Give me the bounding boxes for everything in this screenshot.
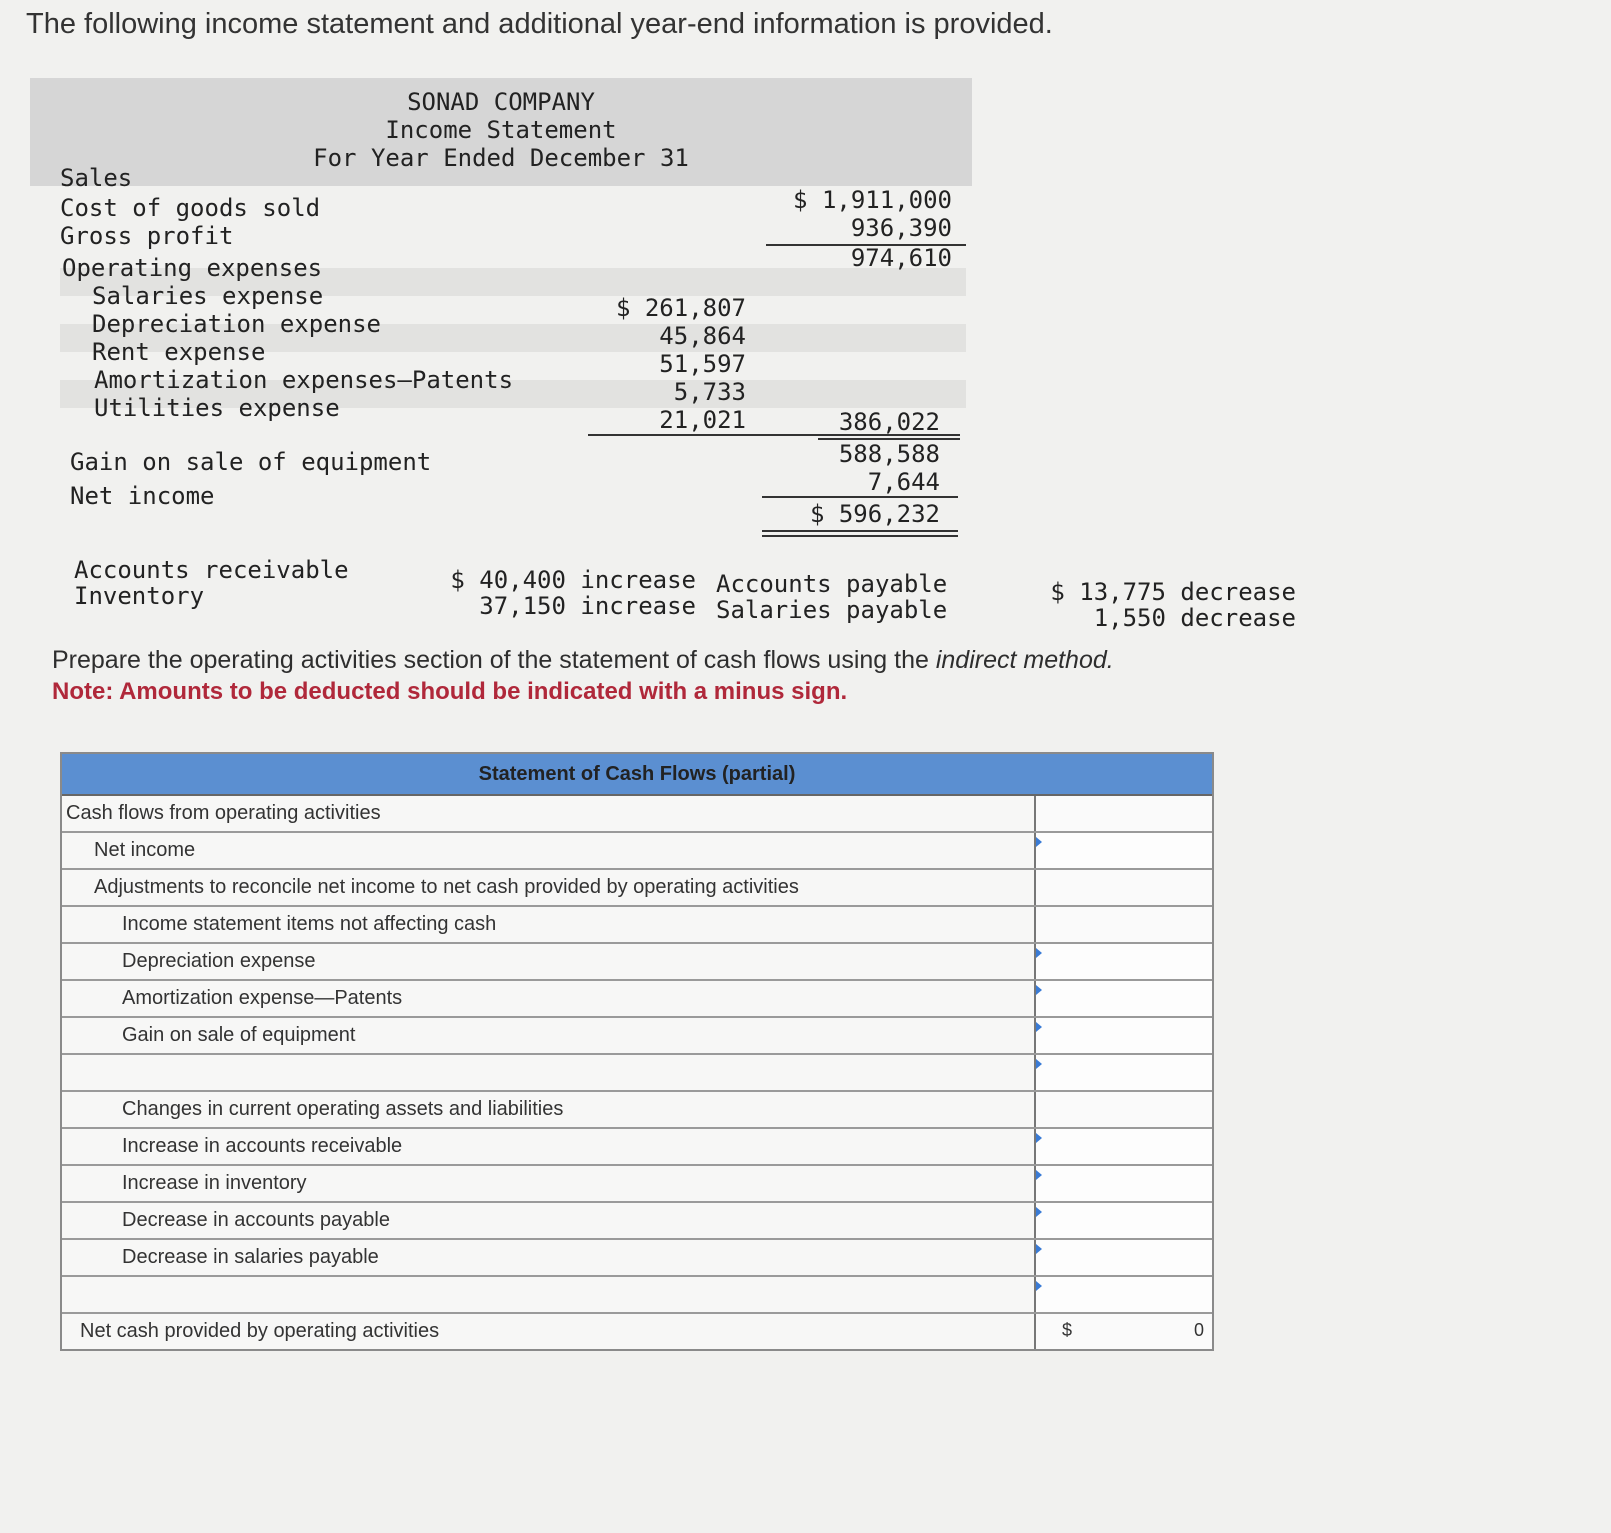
row-label[interactable]: Gain on sale of equipment	[122, 1024, 356, 1046]
salaries-payable-value: 1,550 decrease	[1093, 604, 1296, 632]
net-income-value: $ 596,232	[809, 500, 940, 528]
instruction-text	[52, 646, 1114, 675]
cash-flow-row	[62, 981, 1212, 1018]
expense-label: Salaries expense	[92, 282, 324, 310]
row-label: Cash flows from operating activities	[66, 802, 381, 824]
row-label[interactable]: Amortization expense—Patents	[122, 987, 403, 1009]
instruction-method: indirect method.	[935, 646, 1114, 674]
cash-flow-row	[62, 1166, 1212, 1203]
total-row	[62, 1314, 1212, 1349]
note-text: Note: Amounts to be deducted should be indicated with a minus sign.	[52, 678, 848, 705]
row-label[interactable]: Depreciation expense	[122, 950, 316, 972]
expense-label: Rent expense	[92, 338, 266, 366]
total-opex-value: 386,022	[838, 408, 940, 436]
instruction-prefix: Prepare the operating activities section of the statement of cash flows using the	[52, 646, 936, 674]
intro-text: The following income statement and additional year-end information is provided.	[26, 8, 1053, 40]
ar-label: Accounts receivable	[74, 556, 349, 584]
gross-profit-value: 974,610	[850, 244, 952, 272]
gross-profit-label: Gross profit	[60, 222, 234, 250]
ap-value: $ 13,775 decrease	[1050, 578, 1296, 606]
row-label[interactable]: Decrease in salaries payable	[122, 1246, 379, 1268]
expense-value: 45,864	[659, 322, 746, 350]
cash-flow-rows	[62, 796, 1212, 1314]
expense-label: Depreciation expense	[92, 310, 381, 338]
expense-label: Utilities expense	[94, 394, 340, 422]
total-cell	[1034, 1314, 1212, 1349]
cash-flow-row	[62, 1277, 1212, 1314]
amount-input[interactable]	[1034, 944, 1212, 979]
cash-flow-table	[60, 752, 1214, 1351]
amount-input[interactable]	[1034, 1166, 1212, 1201]
amount-input	[1034, 1092, 1212, 1127]
sales-value: $ 1,911,000	[793, 186, 952, 214]
row-label[interactable]: Net income	[94, 839, 196, 861]
double-rule	[762, 535, 958, 537]
amount-input	[1034, 796, 1212, 831]
ar-value: $ 40,400 increase	[450, 566, 696, 594]
rule	[762, 496, 958, 498]
cash-flow-row	[62, 796, 1212, 833]
cash-flow-row	[62, 1129, 1212, 1166]
total-value: 0	[1193, 1320, 1204, 1340]
amount-input[interactable]	[1034, 1018, 1212, 1053]
row-label[interactable]: Increase in accounts receivable	[122, 1135, 403, 1157]
amount-input[interactable]	[1034, 833, 1212, 868]
amount-input	[1034, 870, 1212, 905]
cash-flow-row	[62, 907, 1212, 944]
cash-flow-row	[62, 1240, 1212, 1277]
company-name: SONAD COMPANY	[407, 88, 595, 116]
amount-input[interactable]	[1034, 981, 1212, 1016]
double-rule	[762, 530, 958, 532]
expense-value: 21,021	[659, 406, 746, 434]
amount-input[interactable]	[1034, 1203, 1212, 1238]
cash-flow-row	[62, 1018, 1212, 1055]
cash-flow-row	[62, 833, 1212, 870]
statement-period: For Year Ended December 31	[313, 144, 689, 172]
salaries-payable-label: Salaries payable	[716, 596, 948, 624]
row-label: Changes in current operating assets and liabilities	[122, 1098, 564, 1120]
statement-title: Income Statement	[385, 116, 617, 144]
amount-input[interactable]	[1034, 1129, 1212, 1164]
sales-label: Sales	[60, 164, 133, 192]
expense-value: 51,597	[659, 350, 746, 378]
cash-flow-title: Statement of Cash Flows (partial)	[62, 754, 1212, 796]
amount-input[interactable]	[1034, 1055, 1212, 1090]
subtotal-value: 588,588	[838, 440, 940, 468]
inventory-label: Inventory	[74, 582, 205, 610]
expense-value: $ 261,807	[615, 294, 746, 322]
row-label[interactable]: Increase in inventory	[122, 1172, 307, 1194]
cash-flow-row	[62, 1055, 1212, 1092]
cash-flow-row	[62, 944, 1212, 981]
operating-expenses-label: Operating expenses	[62, 254, 323, 282]
total-currency: $	[1062, 1320, 1073, 1340]
row-label[interactable]: Decrease in accounts payable	[122, 1209, 390, 1231]
gain-label: Gain on sale of equipment	[70, 448, 432, 476]
row-label: Adjustments to reconcile net income to net cash provided by operating activities	[94, 876, 799, 898]
amount-input[interactable]	[1034, 1240, 1212, 1275]
expense-label: Amortization expenses—Patents	[94, 366, 514, 394]
ap-label: Accounts payable	[716, 570, 948, 598]
cogs-label: Cost of goods sold	[60, 194, 321, 222]
total-label: Net cash provided by operating activities	[80, 1320, 440, 1342]
cash-flow-row	[62, 1092, 1212, 1129]
net-income-label: Net income	[70, 482, 215, 510]
cogs-value: 936,390	[850, 214, 952, 242]
inventory-value: 37,150 increase	[479, 592, 696, 620]
gain-value: 7,644	[867, 468, 940, 496]
expense-value: 5,733	[673, 378, 746, 406]
cash-flow-row	[62, 870, 1212, 907]
amount-input[interactable]	[1034, 1277, 1212, 1312]
amount-input	[1034, 907, 1212, 942]
row-label: Income statement items not affecting cash	[122, 913, 497, 935]
cash-flow-row	[62, 1203, 1212, 1240]
